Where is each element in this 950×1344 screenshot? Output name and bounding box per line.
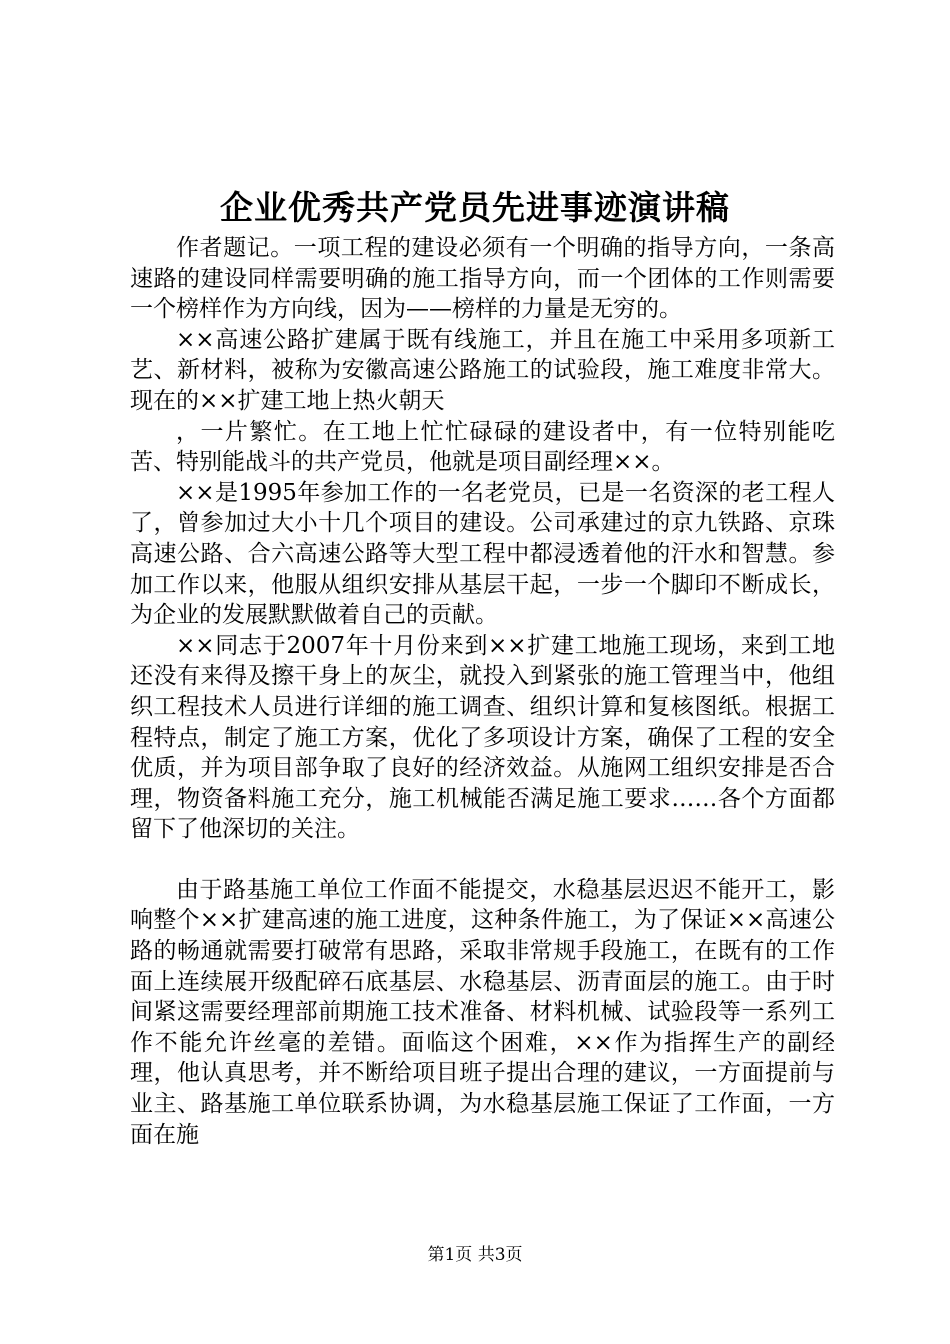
paragraph-foreword: 作者题记。一项工程的建设必须有一个明确的指导方向，一条高速路的建设同样需要明确的施工指导方向，而一个团体的工作则需要一个榜样作为方向线，因为——榜样的力量是无穷的。 [130, 235, 835, 323]
paragraph-project-intro-cont: ，一片繁忙。在工地上忙忙碌碌的建设者中，有一位特别能吃苦、特别能战斗的共产党员，他就是项目副经理××。 [130, 418, 835, 476]
document-body [130, 233, 835, 1150]
document-title: 企业优秀共产党员先进事迹演讲稿 [220, 188, 730, 227]
page-number-footer: 第1页 共3页 [427, 1245, 523, 1265]
paragraph-project-intro: ××高速公路扩建属于既有线施工，并且在施工中采用多项新工艺、新材料，被称为安徽高速公路施工的试验段，施工难度非常大。现在的××扩建工地上热火朝天 [130, 326, 835, 414]
paragraph-challenge: 由于路基施工单位工作面不能提交，水稳基层迟迟不能开工，影响整个××扩建高速的施工进度，这种条件施工，为了保证××高速公路的畅通就需要打破常有思路，采取非常规手段施工，在既有的工作面上连续展开级配碎石底基层、水稳基层、沥青面层的施工。由于时间紧这需要经理部前期施工技术准备、材料机械、试验段等一系列工作不能允许丝毫的差错。面临这个困难，××作为指挥生产的副经理，他认真思考，并不断给项目班子提出合理的建议，一方面提前与业主、路基施工单位联系协调，为水稳基层施工保证了工作面，一方面在施 [130, 876, 835, 1148]
paragraph-arrival: ××同志于2007年十月份来到××扩建工地施工现场，来到工地还没有来得及擦干身上的灰尘，就投入到紧张的施工管理当中，他组织工程技术人员进行详细的施工调查、组织计算和复核图纸。根据工程特点，制定了施工方案，优化了多项设计方案，确保了工程的安全优质，并为项目部争取了良好的经济效益。从施网工组织安排是否合理，物资备料施工充分，施工机械能否满足施工要求……各个方面都留下了他深切的关注。 [130, 632, 835, 843]
paragraph-gap [130, 845, 835, 875]
paragraph-background: ××是1995年参加工作的一名老党员，已是一名资深的老工程人了，曾参加过大小十几个项目的建设。公司承建过的京九铁路、京珠高速公路、合六高速公路等大型工程中都浸透着他的汗水和智慧。参加工作以来，他服从组织安排从基层干起，一步一个脚印不断成长，为企业的发展默默做着自己的贡献。 [130, 479, 835, 629]
